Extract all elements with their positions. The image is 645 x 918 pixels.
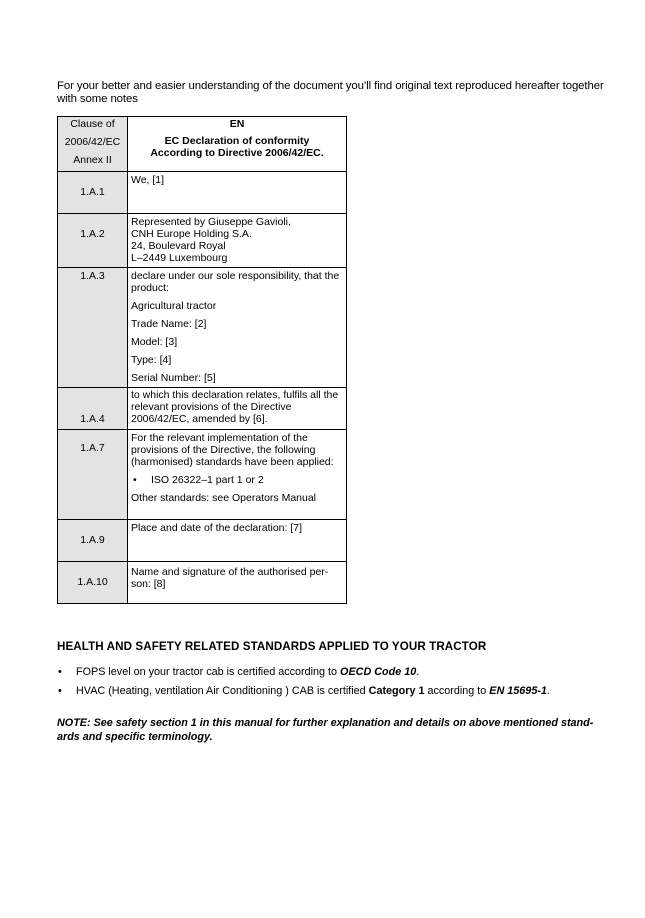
- item-text: HVAC (Heating, ventilation Air Conditioning ) CAB is certified: [76, 685, 369, 697]
- declaration-subtitle: According to Directive 2006/42/EC.: [150, 147, 324, 159]
- row-text-cell: [128, 430, 347, 520]
- category-label: Category 1: [368, 685, 425, 697]
- row-line: Model: [3]: [131, 336, 178, 348]
- row-line: Type: [4]: [131, 354, 172, 366]
- row-line: Serial Number: [5]: [131, 372, 216, 384]
- table-row: [58, 562, 347, 604]
- clause-cell: [58, 214, 128, 268]
- title-header-cell: [128, 117, 347, 172]
- table-row: [58, 268, 347, 388]
- table-row: [58, 430, 347, 520]
- row-text-cell: [128, 520, 347, 562]
- row-line: Agricultural tractor: [131, 300, 217, 312]
- row-text-cell: [128, 388, 347, 430]
- clause-cell: [58, 520, 128, 562]
- item-text: according to: [424, 685, 490, 697]
- list-item: [57, 685, 617, 698]
- intro-text: For your better and easier understanding of the document you’ll find original text reproduced hereafter together with some notes: [57, 80, 604, 105]
- clause-number: 1.A.9: [80, 534, 105, 546]
- row-text-cell: [128, 214, 347, 268]
- row-line: declare under our sole responsibility, that the product:: [131, 270, 340, 294]
- row-line: Represented by Giuseppe Gavioli,: [131, 216, 291, 228]
- clause-number: 1.A.4: [80, 413, 105, 425]
- row-line: Other standards: see Operators Manual: [131, 492, 317, 504]
- table-row: [58, 172, 347, 214]
- clause-number: 1.A.1: [80, 186, 105, 198]
- item-text: .: [416, 666, 420, 678]
- declaration-title: EC Declaration of conformity: [164, 135, 310, 147]
- item-text: .: [546, 685, 550, 697]
- row-line: to which this declaration relates, fulfils all the relevant provisions of the Directive 2006/42/EC, amended by [6].: [131, 389, 339, 425]
- standards-list: [57, 666, 617, 704]
- clause-number: 1.A.2: [80, 228, 105, 240]
- clause-cell: [58, 388, 128, 430]
- note-text: NOTE: See safety section 1 in this manual for further explanation and details on above mentioned stand-ards and specific terminology.: [57, 717, 594, 743]
- clause-cell: [58, 268, 128, 388]
- clause-number: 1.A.3: [80, 270, 105, 282]
- clause-number: 1.A.10: [77, 576, 108, 588]
- bullet-icon: •: [58, 666, 62, 678]
- language-label: EN: [229, 118, 245, 130]
- clause-header-line: Clause of: [70, 118, 115, 130]
- section-heading: HEALTH AND SAFETY RELATED STANDARDS APPLIED TO YOUR TRACTOR: [57, 640, 487, 653]
- row-line: Name and signature of the authorised per-son: [8]: [131, 566, 329, 590]
- row-line: Trade Name: [2]: [131, 318, 207, 330]
- row-line: For the relevant implementation of the provisions of the Directive, the following (harmonised) standards have been applied:: [131, 432, 334, 468]
- standard-reference: OECD Code 10: [340, 666, 417, 678]
- row-line: L–2449 Luxembourg: [131, 252, 228, 264]
- table-row: [58, 388, 347, 430]
- row-line: ISO 26322–1 part 1 or 2: [151, 474, 264, 486]
- bullet-icon: •: [58, 685, 62, 697]
- clause-cell: [58, 172, 128, 214]
- clause-header-line: Annex II: [73, 154, 112, 166]
- standard-reference: EN 15695-1: [489, 685, 547, 697]
- bullet-icon: •: [133, 474, 137, 486]
- clause-header-cell: [58, 117, 128, 172]
- list-item: [57, 666, 617, 679]
- row-text-cell: [128, 268, 347, 388]
- row-line: We, [1]: [131, 174, 165, 186]
- row-line: Place and date of the declaration: [7]: [131, 522, 303, 534]
- table-header-row: [58, 117, 347, 172]
- item-text: FOPS level on your tractor cab is certified according to: [76, 666, 341, 678]
- row-line: CNH Europe Holding S.A.: [131, 228, 252, 240]
- table-row: [58, 214, 347, 268]
- row-text-cell: [128, 562, 347, 604]
- clause-cell: [58, 562, 128, 604]
- row-line: 24, Boulevard Royal: [131, 240, 226, 252]
- declaration-table: [57, 116, 347, 604]
- table-row: [58, 520, 347, 562]
- clause-cell: [58, 430, 128, 520]
- clause-header-line: 2006/42/EC: [64, 136, 121, 148]
- row-text-cell: [128, 172, 347, 214]
- clause-number: 1.A.7: [80, 442, 105, 454]
- list-item: [131, 474, 343, 486]
